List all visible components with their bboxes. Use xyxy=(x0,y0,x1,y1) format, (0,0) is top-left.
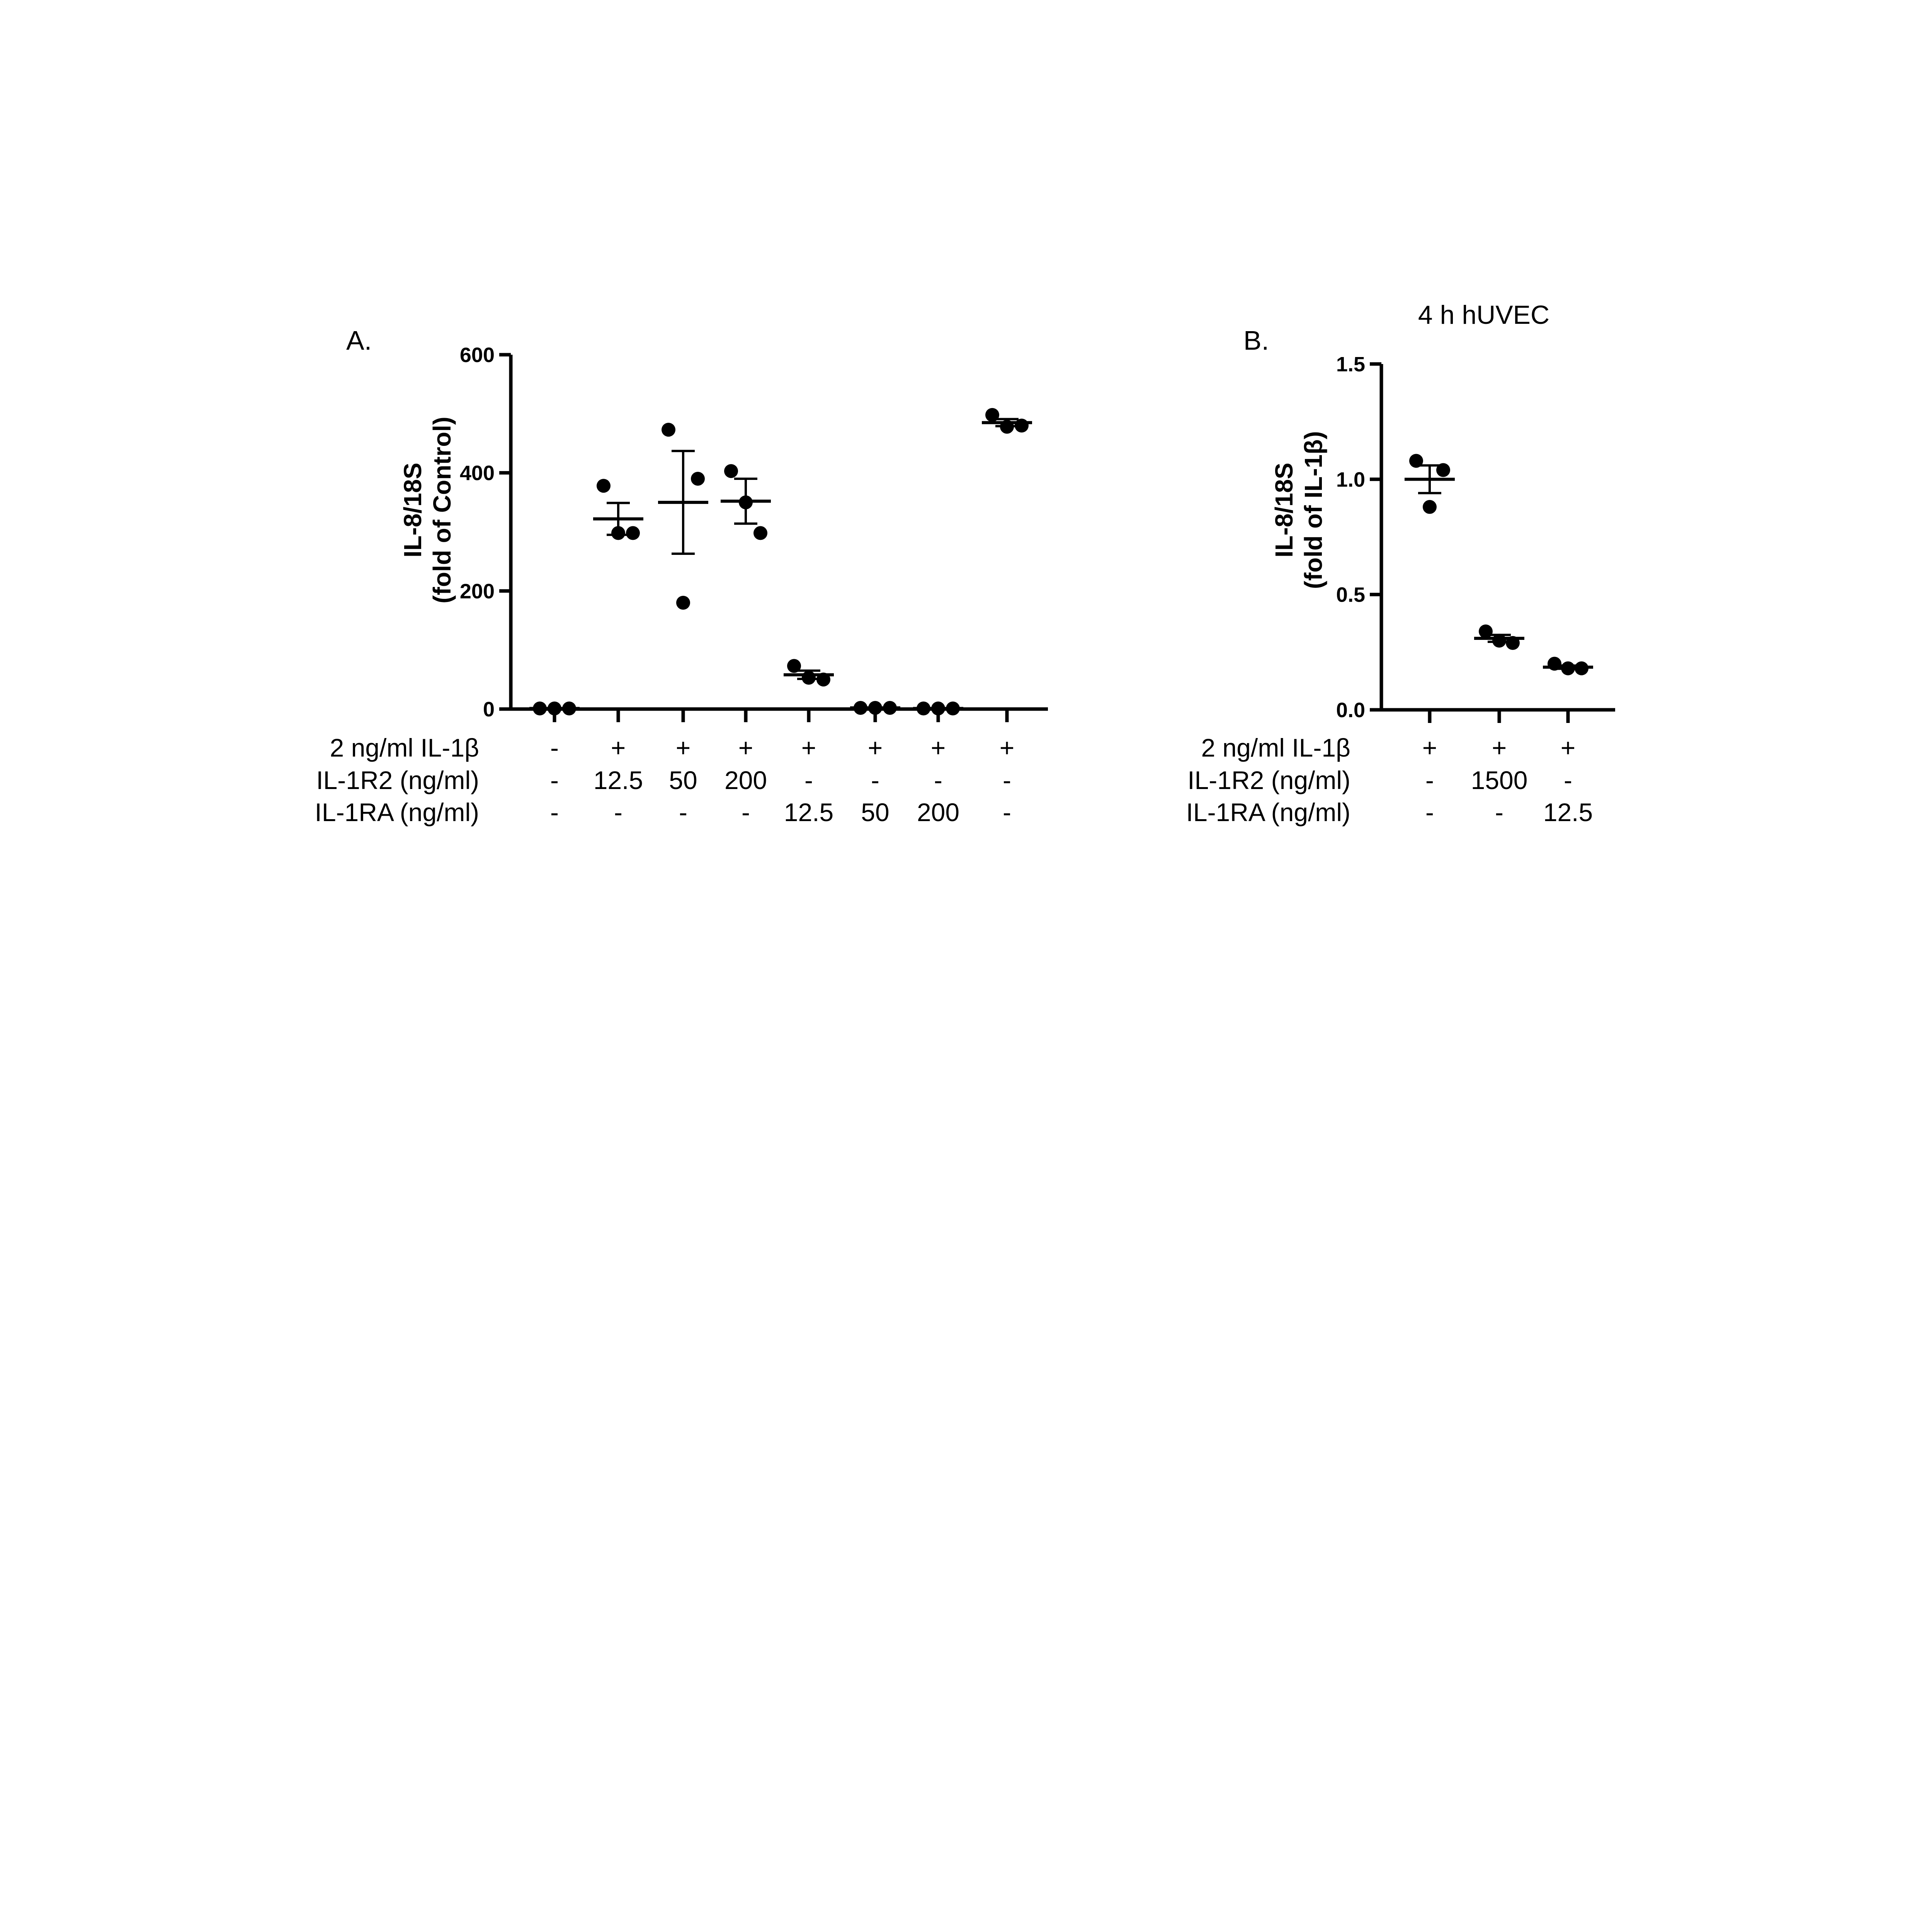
y-tick-label: 400 xyxy=(459,461,495,485)
data-point xyxy=(562,701,576,715)
condition-cell: + xyxy=(999,733,1015,762)
data-point xyxy=(1479,624,1493,638)
condition-row-label: 2 ng/ml IL-1β xyxy=(330,733,479,762)
data-group xyxy=(658,423,708,610)
y-axis-title-line2: (fold of IL-1β) xyxy=(1299,431,1327,589)
chart-title: 4 h hUVEC xyxy=(1418,300,1550,330)
y-axis-title xyxy=(1270,431,1327,589)
panel-a-chart xyxy=(315,325,1048,827)
data-point xyxy=(1506,636,1520,650)
condition-cell: + xyxy=(1422,733,1437,762)
condition-cell: - xyxy=(550,733,559,762)
data-point xyxy=(1015,418,1029,432)
condition-cell: - xyxy=(871,766,879,794)
condition-cell: 200 xyxy=(724,766,767,794)
data-point xyxy=(1561,662,1575,675)
condition-cell: - xyxy=(1003,798,1011,827)
data-point xyxy=(548,701,561,715)
condition-cell: - xyxy=(1495,798,1503,827)
data-point xyxy=(739,495,753,509)
condition-cell: + xyxy=(611,733,626,762)
condition-cell: - xyxy=(679,798,687,827)
y-axis-title-line2: (fold of Control) xyxy=(428,417,456,604)
data-point xyxy=(802,671,816,685)
y-axis-title xyxy=(399,417,456,603)
condition-cell: - xyxy=(1564,766,1572,794)
data-point xyxy=(1423,500,1437,514)
condition-cell: - xyxy=(1425,766,1434,794)
y-axis-title-line1: IL-8/18S xyxy=(1270,463,1298,558)
panel-label: B. xyxy=(1243,325,1269,355)
condition-cell: 1500 xyxy=(1471,766,1528,794)
data-point xyxy=(1436,463,1450,477)
data-point xyxy=(533,701,547,715)
condition-cell: 50 xyxy=(669,766,697,794)
condition-cell: + xyxy=(675,733,691,762)
data-group xyxy=(529,701,580,715)
data-point xyxy=(1492,634,1506,648)
data-group xyxy=(721,464,771,540)
condition-cell: - xyxy=(1425,798,1434,827)
condition-cell: - xyxy=(550,798,559,827)
condition-row-label: 2 ng/ml IL-1β xyxy=(1201,733,1350,762)
condition-cell: 12.5 xyxy=(784,798,834,827)
data-point xyxy=(931,701,945,715)
y-tick-label: 0 xyxy=(483,698,495,721)
condition-row-label: IL-1R2 (ng/ml) xyxy=(1187,766,1350,794)
condition-cell: - xyxy=(742,798,750,827)
condition-cell: - xyxy=(550,766,559,794)
data-group xyxy=(913,701,963,715)
condition-cell: - xyxy=(804,766,813,794)
y-tick-label: 200 xyxy=(459,580,495,603)
y-tick-label: 600 xyxy=(459,344,495,367)
data-group xyxy=(1543,657,1593,675)
data-point xyxy=(1548,657,1561,671)
data-point xyxy=(917,701,930,715)
y-tick-label: 0.0 xyxy=(1336,699,1365,722)
data-point xyxy=(883,701,897,715)
y-axis-title-line1: IL-8/18S xyxy=(399,463,427,558)
data-point xyxy=(854,701,867,715)
data-group xyxy=(593,479,643,540)
data-point xyxy=(868,701,882,715)
data-point xyxy=(753,526,767,540)
y-tick-label: 1.0 xyxy=(1336,468,1365,492)
condition-row-label: IL-1R2 (ng/ml) xyxy=(316,766,479,794)
data-group xyxy=(1474,624,1524,650)
data-point xyxy=(662,423,675,437)
data-point xyxy=(626,526,640,540)
condition-cell: + xyxy=(1492,733,1507,762)
data-point xyxy=(1575,662,1588,675)
y-tick-label: 1.5 xyxy=(1336,353,1365,376)
condition-row-label: IL-1RA (ng/ml) xyxy=(1186,798,1350,827)
data-point xyxy=(597,479,611,493)
condition-cell: - xyxy=(934,766,942,794)
data-point xyxy=(1000,420,1014,434)
condition-cell: 12.5 xyxy=(1543,798,1593,827)
data-point xyxy=(676,596,690,610)
data-point xyxy=(946,701,960,715)
data-point xyxy=(787,659,801,673)
data-point xyxy=(816,673,830,687)
data-group xyxy=(784,659,834,686)
y-tick-label: 0.5 xyxy=(1336,583,1365,607)
condition-cell: + xyxy=(1560,733,1576,762)
condition-cell: - xyxy=(1003,766,1011,794)
condition-cell: + xyxy=(867,733,883,762)
data-point xyxy=(724,464,738,478)
panel-label: A. xyxy=(346,325,372,355)
data-group xyxy=(982,408,1032,434)
condition-cell: - xyxy=(614,798,622,827)
condition-cell: + xyxy=(738,733,753,762)
condition-cell: 50 xyxy=(861,798,889,827)
condition-cell: 200 xyxy=(917,798,960,827)
data-point xyxy=(985,408,999,422)
data-point xyxy=(1409,454,1423,468)
data-group xyxy=(850,701,900,715)
data-point xyxy=(611,526,625,540)
condition-cell: + xyxy=(801,733,816,762)
condition-cell: 12.5 xyxy=(593,766,643,794)
condition-row-label: IL-1RA (ng/ml) xyxy=(315,798,479,827)
panel-b-chart xyxy=(1186,300,1615,827)
condition-cell: + xyxy=(930,733,946,762)
data-point xyxy=(691,472,705,486)
data-group xyxy=(1405,454,1455,514)
